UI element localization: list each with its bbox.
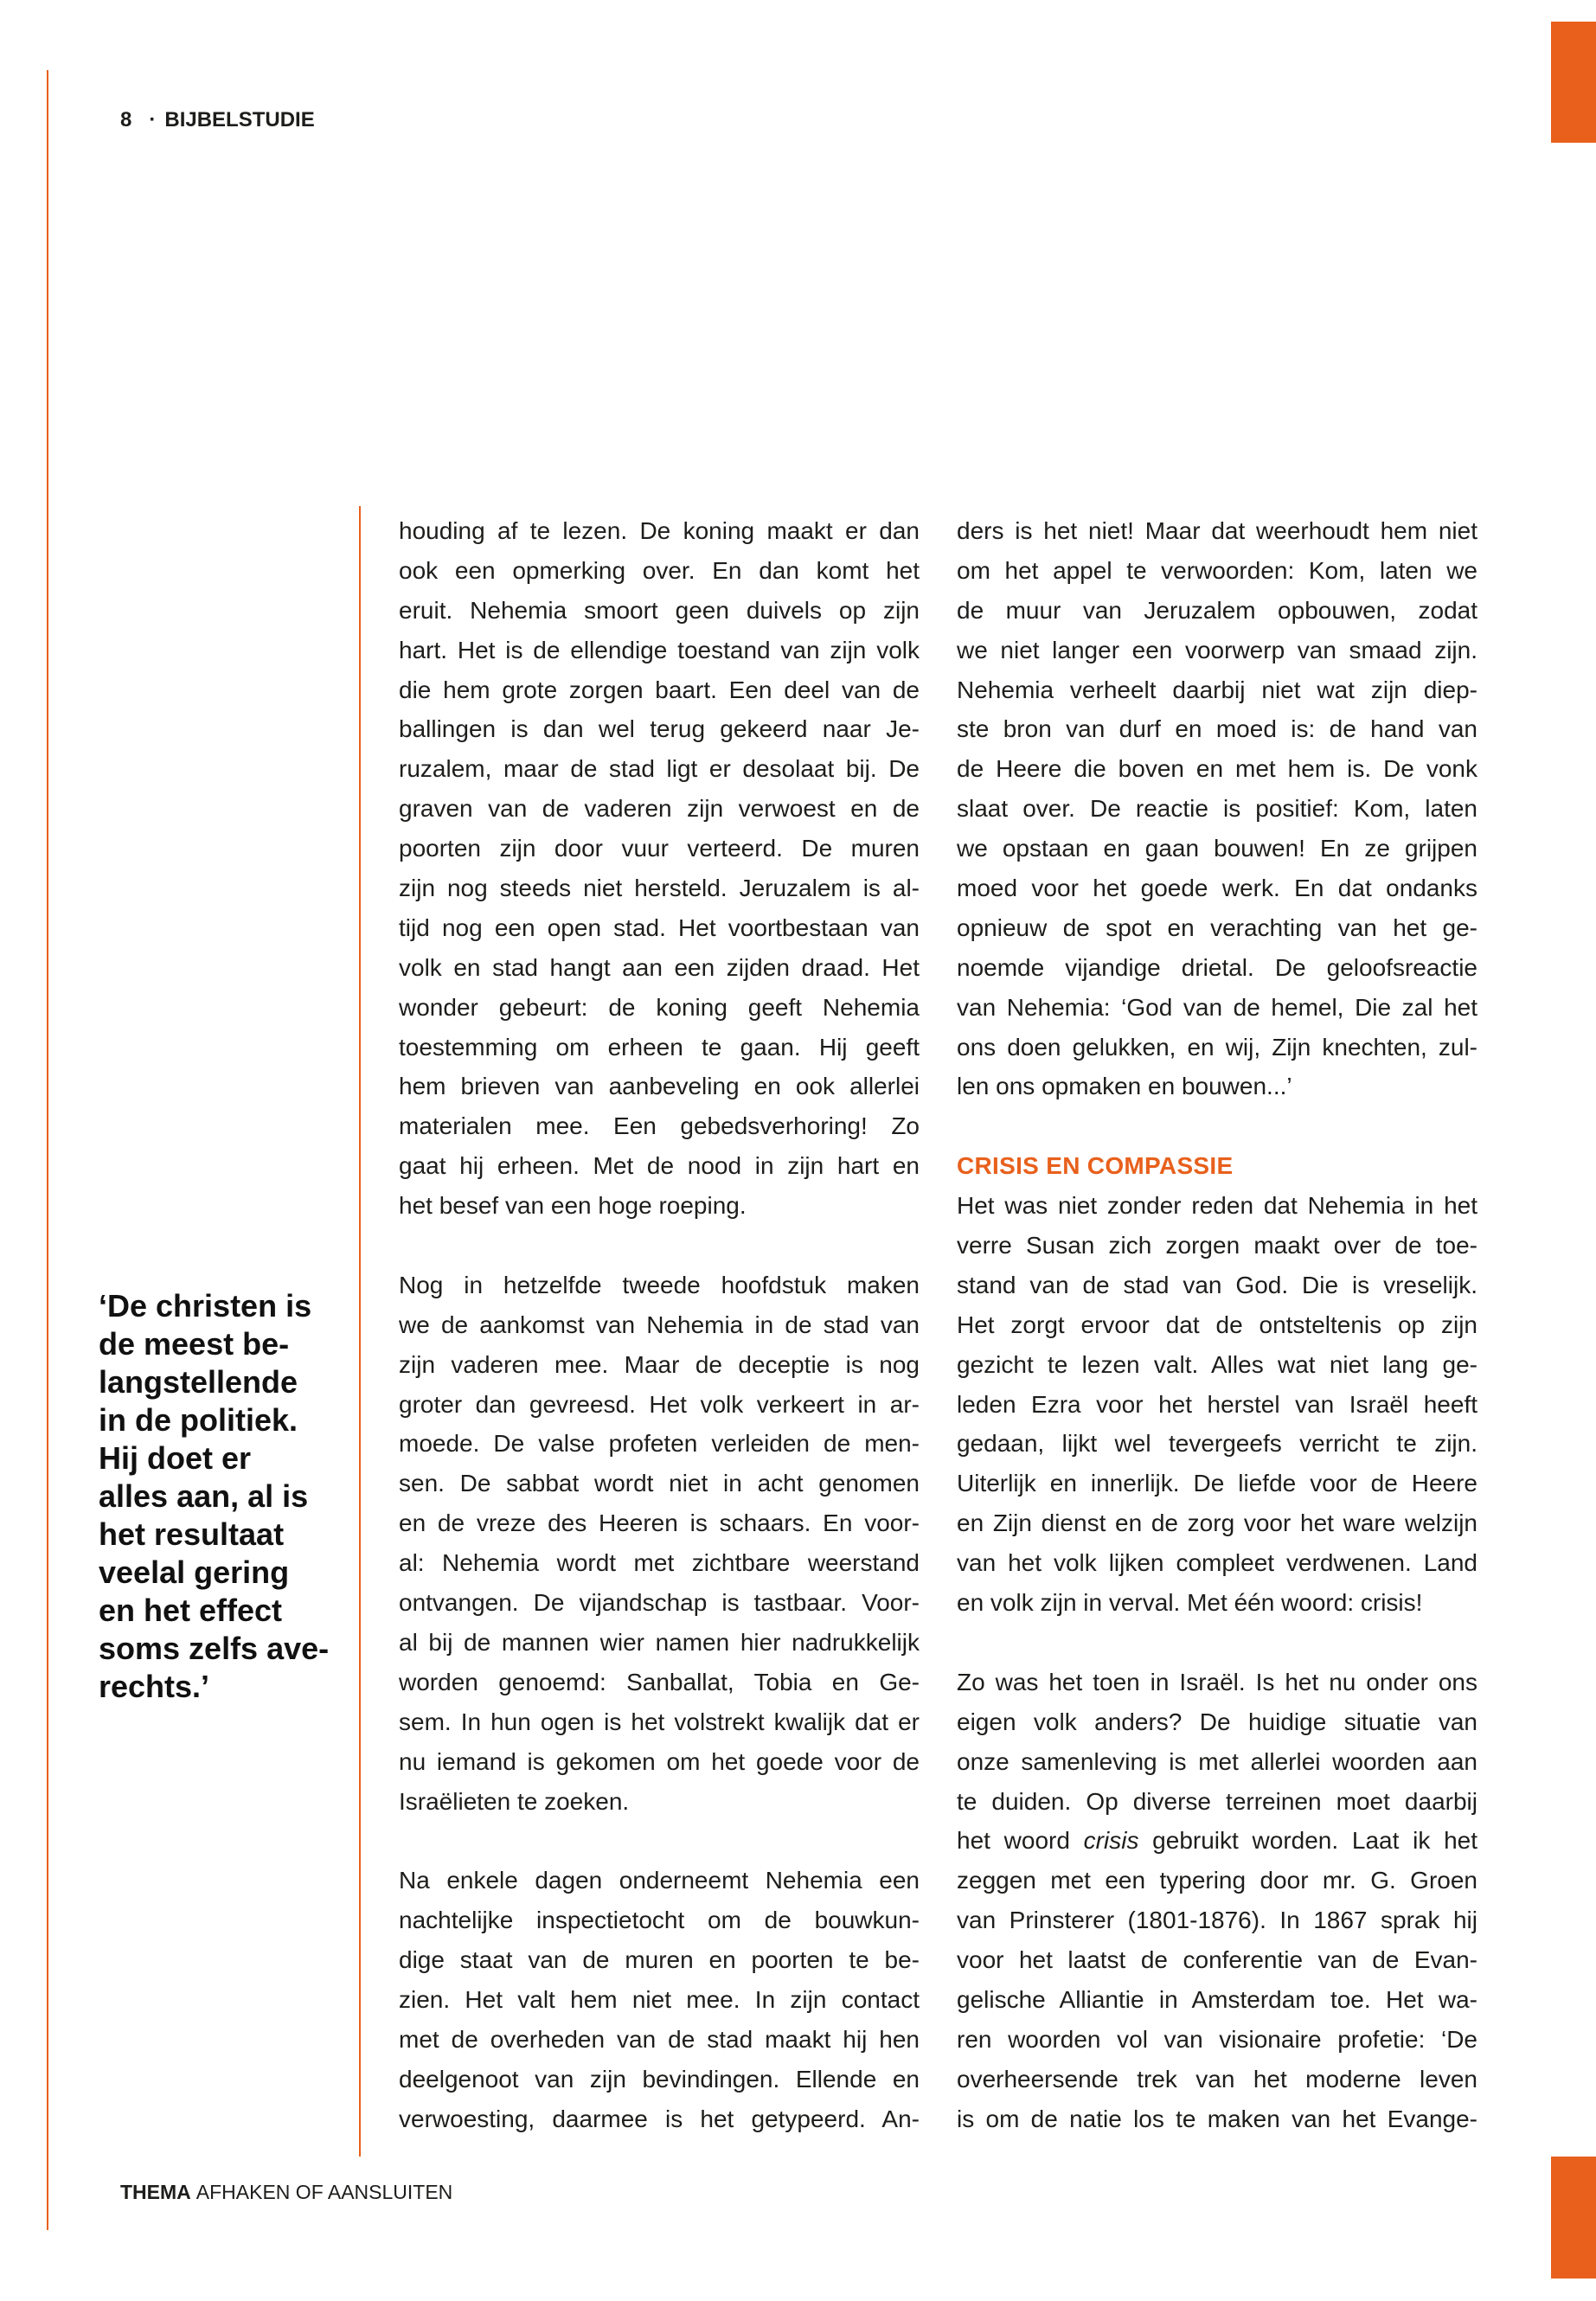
text-line: zijn vaderen mee. Maar de deceptie is nog: [399, 1350, 920, 1378]
text-line: ontvangen. De vijandschap is tastbaar. Voor-: [399, 1589, 920, 1617]
text-line: de Heere die boven en met hem is. De vonk: [957, 755, 1477, 783]
pull-quote-line: het resultaat: [99, 1516, 285, 1552]
text-line: volk en stad hangt aan een zijden draad. Het: [399, 953, 920, 981]
pull-quote-line: Hij doet er: [99, 1440, 252, 1476]
text-line: Nog in hetzelfde tweede hoofdstuk maken: [399, 1271, 920, 1298]
text-line: het besef van een hoge roeping.: [399, 1192, 747, 1220]
text-line: leden Ezra voor het herstel van Israël heeft: [957, 1390, 1477, 1418]
text-line: we opstaan en gaan bouwen! En ze grijpen: [957, 835, 1477, 862]
pull-quote-line: alles aan, al is: [99, 1478, 309, 1514]
text-line: ook een opmerking over. En dan komt het: [399, 556, 920, 584]
text-line: te duiden. Op diverse terreinen moet daarbij: [957, 1787, 1477, 1815]
margin-rule: [47, 70, 48, 2230]
text-line: en de vreze des Heeren is schaars. En voor-: [399, 1509, 920, 1537]
text-line: ons doen gelukken, en wij, Zijn knechten, zul-: [957, 1033, 1477, 1061]
text-line: Uiterlijk en innerlijk. De liefde voor de Heere: [957, 1470, 1477, 1497]
text-line: slaat over. De reactie is positief: Kom, laten: [957, 795, 1477, 823]
text-line: groter dan gevreesd. Het volk verkeert in ar-: [399, 1390, 920, 1418]
text-line: verre Susan zich zorgen maakt over de toe-: [957, 1232, 1477, 1259]
text-line: len ons opmaken en bouwen...’: [957, 1073, 1292, 1100]
text-line: nu iemand is gekomen om het goede voor de: [399, 1747, 920, 1775]
text-line: ruzalem, maar de stad ligt er desolaat bij. De: [399, 755, 920, 783]
text-line: gaat hij erheen. Met de nood in zijn hart en: [399, 1152, 920, 1180]
paragraph: [957, 511, 1477, 1106]
text-line: ste bron van durf en moed is: de hand van: [957, 715, 1477, 743]
pull-quote-line: soms zelfs ave-: [99, 1631, 330, 1666]
text-line: sen. De sabbat wordt niet in acht genomen: [399, 1470, 920, 1497]
footer-theme-label: THEMA: [120, 2181, 191, 2203]
text-line: Na enkele dagen onderneemt Nehemia een: [399, 1867, 920, 1894]
text-line: gelische Alliantie in Amsterdam toe. Het wa-: [957, 1985, 1477, 2013]
paragraph: [399, 511, 920, 1226]
text-line: hem brieven van aanbeveling en ook allerlei: [399, 1073, 920, 1100]
footer-folio: [120, 2180, 452, 2204]
text-line: worden genoemd: Sanballat, Tobia en Ge-: [399, 1668, 920, 1695]
text-line: en volk zijn in verval. Met één woord: crisis!: [957, 1589, 1423, 1617]
orange-edge-tab-top: [1551, 22, 1596, 143]
text-line: [957, 1821, 1477, 1861]
text-line: toestemming om erheen te gaan. Hij geeft: [399, 1033, 920, 1061]
text-line: al: Nehemia wordt met zichtbare weerstand: [399, 1549, 920, 1577]
text-line: moed voor het goede werk. En dat ondanks: [957, 875, 1477, 902]
text-line: van Prinsterer (1801-1876). In 1867 sprak hij: [957, 1907, 1477, 1934]
text-segment: gebruikt worden. Laat ik het: [1138, 1827, 1478, 1855]
text-line: eruit. Nehemia smoort geen duivels op zijn: [399, 596, 920, 624]
text-line: Het was niet zonder reden dat Nehemia in het: [957, 1192, 1477, 1220]
text-column-1: [399, 511, 920, 2139]
text-line: de muur van Jeruzalem opbouwen, zodat: [957, 596, 1477, 624]
page-number: 8: [120, 108, 132, 131]
text-line: gezicht te lezen valt. Alles wat niet lang ge-: [957, 1350, 1477, 1378]
pull-quote: [99, 1287, 349, 1706]
pull-quote-line: ‘De christen is: [99, 1288, 312, 1324]
pull-quote-line: veelal gering: [99, 1554, 290, 1590]
text-line: moede. De valse profeten verleiden de men-: [399, 1430, 920, 1458]
text-line: we niet langer een voorwerp van smaad zijn.: [957, 636, 1477, 663]
text-line: verwoesting, daarmee is het getypeerd. An-: [399, 2105, 920, 2132]
pull-quote-line: en het effect: [99, 1593, 283, 1628]
text-line: Israëlieten te zoeken.: [399, 1787, 630, 1815]
text-line: met de overheden van de stad maakt hij hen: [399, 2025, 920, 2053]
orange-edge-tab-bottom: [1551, 2157, 1596, 2279]
text-line: stand van de stad van God. Die is vreselijk.: [957, 1271, 1477, 1298]
paragraph: [957, 1663, 1477, 2139]
text-line: al bij de mannen wier namen hier nadrukkelijk: [399, 1628, 920, 1656]
text-line: nachtelijke inspectietocht om de bouwkun-: [399, 1907, 920, 1934]
text-line: poorten zijn door vuur verteerd. De muren: [399, 835, 920, 862]
text-line: Nehemia verheelt daarbij niet wat zijn diep-: [957, 676, 1477, 703]
section-title: BIJBELSTUDIE: [164, 108, 315, 131]
section-heading: CRISIS EN COMPASSIE: [957, 1152, 1234, 1180]
text-line: gedaan, lijkt wel tevergeefs verricht te zijn.: [957, 1430, 1477, 1458]
text-line: eigen volk anders? De huidige situatie van: [957, 1708, 1477, 1735]
emphasis-text: crisis: [1083, 1827, 1139, 1855]
text-line: dige staat van de muren en poorten te be-: [399, 1946, 920, 1974]
text-segment: het woord: [957, 1827, 1084, 1855]
running-head-separator: ·: [149, 108, 157, 131]
paragraph: [399, 1266, 920, 1821]
text-line: van het volk lijken compleet verdwenen. Land: [957, 1549, 1477, 1577]
text-line: houding af te lezen. De koning maakt er dan: [399, 517, 920, 544]
paragraph: [399, 1861, 920, 2138]
text-line: Zo was het toen in Israël. Is het nu onder ons: [957, 1668, 1477, 1695]
text-line: ballingen is dan wel terug gekeerd naar Je-: [399, 715, 920, 743]
pull-quote-line: de meest be-: [99, 1326, 290, 1362]
text-line: deelgenoot van zijn bevindingen. Ellende en: [399, 2065, 920, 2093]
text-line: opnieuw de spot en verachting van het ge-: [957, 913, 1477, 941]
text-line: Het zorgt ervoor dat de ontsteltenis op zijn: [957, 1311, 1477, 1338]
text-line: is om de natie los te maken van het Evange-: [957, 2105, 1477, 2132]
paragraph: [957, 1186, 1477, 1623]
text-line: om het appel te verwoorden: Kom, laten we: [957, 556, 1477, 584]
running-head: [120, 108, 315, 132]
footer-theme-title: AFHAKEN OF AANSLUITEN: [195, 2181, 453, 2203]
pull-quote-line: langstellende: [99, 1364, 298, 1400]
text-column-2: [957, 511, 1477, 2139]
text-line: hart. Het is de ellendige toestand van zijn volk: [399, 636, 920, 663]
text-line: en Zijn dienst en de zorg voor het ware welzijn: [957, 1509, 1477, 1537]
text-line: ders is het niet! Maar dat weerhoudt hem niet: [957, 517, 1477, 544]
text-line: sem. In hun ogen is het volstrekt kwalijk dat er: [399, 1708, 920, 1735]
text-line: zijn nog steeds niet hersteld. Jeruzalem is al-: [399, 875, 920, 902]
text-line: die hem grote zorgen baart. Een deel van de: [399, 676, 920, 703]
text-line: overheersende trek van het moderne leven: [957, 2065, 1477, 2093]
text-line: voor het laatst de conferentie van de Evan-: [957, 1946, 1477, 1974]
text-line: zien. Het valt hem niet mee. In zijn contact: [399, 1985, 920, 2013]
text-line: onze samenleving is met allerlei woorden aan: [957, 1747, 1477, 1775]
text-line: graven van de vaderen zijn verwoest en de: [399, 795, 920, 823]
text-line: we de aankomst van Nehemia in de stad van: [399, 1311, 920, 1338]
column-rule: [359, 506, 361, 2157]
text-line: zeggen met een typering door mr. G. Groen: [957, 1867, 1477, 1894]
text-line: van Nehemia: ‘God van de hemel, Die zal het: [957, 993, 1477, 1021]
text-line: noemde vijandige drietal. De geloofsreactie: [957, 953, 1477, 981]
text-line: materialen mee. Een gebedsverhoring! Zo: [399, 1112, 920, 1140]
pull-quote-line: in de politiek.: [99, 1402, 298, 1438]
pull-quote-line: rechts.’: [99, 1669, 210, 1704]
text-line: ren woorden vol van visionaire profetie: ‘De: [957, 2025, 1477, 2053]
text-line: tijd nog een open stad. Het voortbestaan van: [399, 913, 920, 941]
text-line: wonder gebeurt: de koning geeft Nehemia: [399, 993, 920, 1021]
